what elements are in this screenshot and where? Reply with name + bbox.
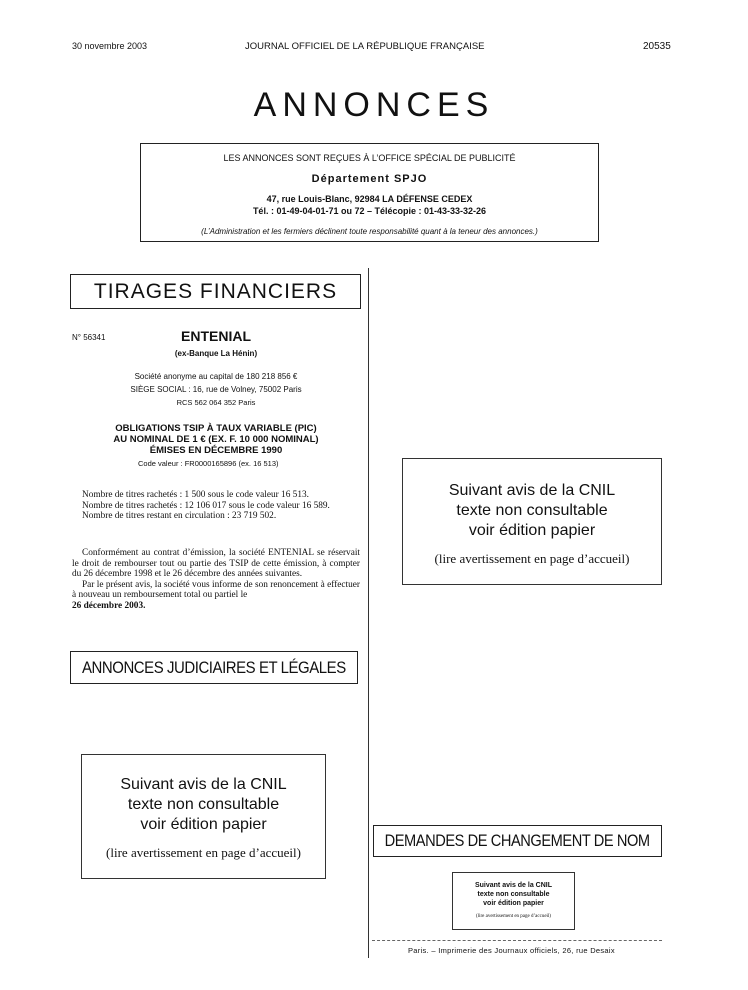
paragraph (72, 580, 360, 612)
section-heading-judiciaires (70, 651, 358, 684)
notice-box (140, 143, 599, 242)
cnil-note: (lire avertissement en page d’accueil) (106, 845, 301, 860)
cnil-line: Suivant avis de la CNIL (474, 882, 553, 889)
company-rcs: RCS 562 064 352 Paris (176, 398, 256, 407)
notice-department: Département SPJO (311, 173, 428, 185)
cnil-line: voir édition papier (468, 522, 596, 539)
notice-line: LES ANNONCES SONT REÇUES À L’OFFICE SPÉCIAL DE PUBLICITÉ (223, 153, 516, 163)
cnil-line: texte non consultable (477, 891, 550, 898)
header-page-number: 20535 (643, 41, 671, 52)
company-former-name: (ex-Banque La Hénin) (174, 349, 258, 358)
cnil-note: (lire avertissement en page d’accueil) (476, 914, 551, 919)
paragraph: Conformément au contrat d’émission, la société ENTENIAL se réservait le droit de rembourser tout ou partie des TSIP de cette émission, à compter du 26 décembre 1998 et le 26 décembre des années suivantes. (72, 548, 360, 580)
section-heading-changement-nom (373, 825, 662, 857)
paragraph: Nombre de titres restant en circulation : 23 719 502. (82, 511, 277, 522)
section-title: TIRAGES FINANCIERS (93, 279, 338, 303)
section-heading-tirages (70, 274, 361, 309)
header-date: 30 novembre 2003 (72, 41, 148, 51)
cnil-note: (lire avertissement en page d’accueil) (434, 551, 630, 566)
obligations-line-1: OBLIGATIONS TSIP À TAUX VARIABLE (PIC) (115, 423, 317, 434)
header-journal: JOURNAL OFFICIEL DE LA RÉPUBLIQUE FRANÇAISE (245, 41, 485, 52)
column-divider (368, 268, 369, 958)
company-capital: Société anonyme au capital de 180 218 856 € (134, 372, 298, 381)
footer-imprint: Paris. – Imprimerie des Journaux officiels, 26, rue Desaix (408, 946, 615, 955)
cnil-notice-box-small (452, 872, 575, 930)
paragraph: Nombre de titres rachetés : 12 106 017 sous le code valeur 16 589. (82, 500, 330, 511)
section-title: DEMANDES DE CHANGEMENT DE NOM (384, 831, 651, 850)
cnil-notice-box (81, 754, 326, 879)
footer-rule (372, 940, 662, 941)
cnil-line: texte non consultable (127, 796, 280, 813)
company-siege: SIÈGE SOCIAL : 16, rue de Volney, 75002 Paris (130, 385, 302, 394)
notice-disclaimer: (L’Administration et les fermiers déclinent toute responsabilité quant à la teneur des annonces.) (201, 227, 538, 236)
cnil-line: voir édition papier (483, 900, 544, 907)
code-valeur: Code valeur : FR0000165896 (ex. 16 513) (138, 459, 279, 468)
notice-number: N° 56341 (72, 333, 106, 342)
notice-contact: Tél. : 01-49-04-01-71 ou 72 – Télécopie : 01-43-33-32-26 (252, 206, 487, 216)
notice-address: 47, rue Louis-Blanc, 92984 LA DÉFENSE CEDEX (266, 194, 473, 204)
company-name: ENTENIAL (181, 328, 251, 344)
paragraph-bold-date: 26 décembre 2003. (72, 600, 146, 611)
body-text-counts (72, 490, 360, 522)
body-text-conditions (72, 548, 360, 612)
cnil-notice-box (402, 458, 662, 585)
obligations-line-3: ÉMISES EN DÉCEMBRE 1990 (149, 445, 283, 456)
cnil-line: Suivant avis de la CNIL (120, 776, 287, 793)
cnil-line: texte non consultable (456, 502, 608, 519)
cnil-line: voir édition papier (140, 816, 267, 833)
cnil-line: Suivant avis de la CNIL (448, 482, 616, 499)
obligations-block (72, 423, 360, 456)
paragraph-text: Par le présent avis, la société vous informe de son renoncement à effectuer à nouveau un remboursement total ou partiel le (72, 579, 360, 601)
section-title: ANNONCES JUDICIAIRES ET LÉGALES (82, 657, 346, 677)
page-title: ANNONCES (253, 86, 495, 124)
obligations-line-2: AU NOMINAL DE 1 € (EX. F. 10 000 NOMINAL) (113, 434, 319, 445)
paragraph: Nombre de titres rachetés : 1 500 sous le code valeur 16 513. (82, 490, 309, 500)
